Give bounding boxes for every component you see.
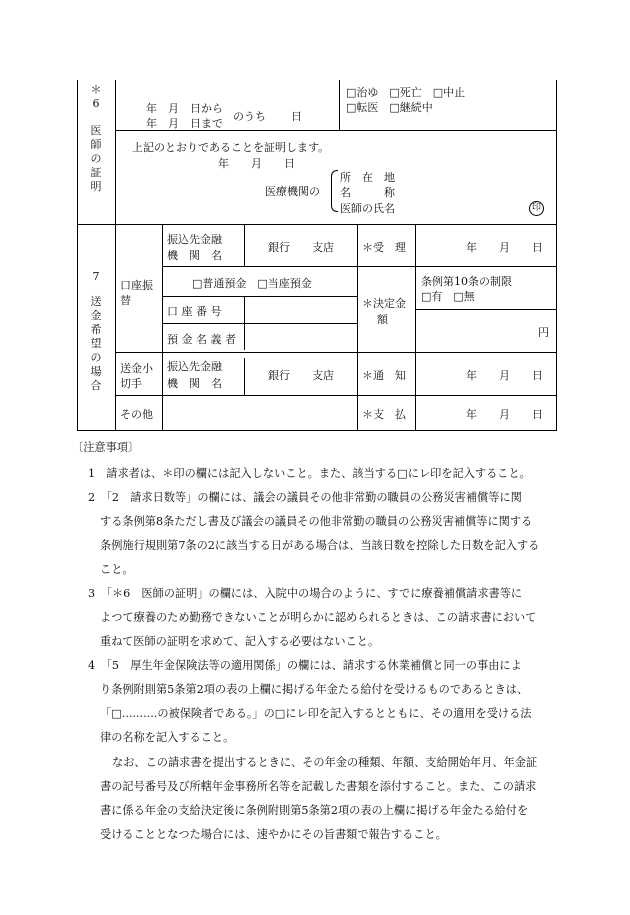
account-type-checkboxes[interactable]: □普通預金 □当座預金 [192,277,312,290]
section-7-char: 場 [90,365,102,378]
received-date[interactable]: 年 月 日 [466,241,543,254]
note-line: 書に係る年金の支給決定後に条例附則第5条第2項の表の上欄に掲げる年金たる給付を [100,804,529,817]
section-7-number: 7 [92,270,100,283]
certify-date[interactable]: 年 月 日 [218,157,295,170]
note-line: り条例附則第5条第2項の表の上欄に掲げる年金たる給付を受けるものであるときは、 [100,683,529,696]
note-line: 2 「2 請求日数等」の欄には、議会の議員その他非常勤の職員の公務災害補償等に関 [88,491,522,504]
note-line: 「□..........の被保険者である。」の□にレ印を記入するとともに、その適用を受ける法 [100,707,532,720]
note-line: 3 「＊6 医師の証明」の欄には、入院中の場合のように、すでに療養補償請求書等に [88,587,523,600]
account-transfer-label-2: 替 [120,294,131,307]
money-order-label-2: 切手 [120,377,142,390]
account-number-label: 口 座 番 号 [167,305,222,318]
bank2-label-1: 振込先金融 [167,360,222,373]
seal-icon: 印 [529,201,544,216]
decided-amount-label-2: 額 [377,313,388,326]
account-transfer-label: 口座振 [120,279,153,292]
other-label: その他 [120,408,153,421]
section-6-char: の [90,152,102,165]
limit-checkboxes[interactable]: □有 □無 [421,290,475,303]
section-7-char: 望 [90,337,102,350]
payment-date[interactable]: 年 月 日 [466,408,543,421]
name-label: 名 称 [340,186,395,199]
note-line: 4 「5 厚生年金保険法等の適用関係」の欄には、請求する休業補償と同一の事由によ [88,659,522,672]
within-label: のうち [233,110,266,123]
note-line: こと。 [100,563,134,576]
outcome-checkboxes-2[interactable]: □転医 □継続中 [346,101,433,114]
certify-text: 上記のとおりであることを証明します。 [132,141,330,154]
decided-amount-label: ＊決定金 [362,297,406,310]
bank-label-1: 振込先金融 [167,233,222,246]
outcome-checkboxes-1[interactable]: □治ゆ □死亡 □中止 [346,86,466,99]
notes-title: 〔注意事項〕 [72,441,140,454]
notify-date[interactable]: 年 月 日 [466,369,543,382]
note-line: なお、この請求書を提出するときに、その年金の種類、年額、支給開始年月、年金証 [112,756,538,769]
doctor-name-label: 医師の氏名 [340,202,395,215]
section-6-char: 師 [90,138,102,151]
bracket-icon [331,170,338,212]
account-holder-label: 預 金 名 義 者 [167,333,236,346]
section-6-char: 証 [90,166,102,179]
section-7-char: 送 [90,295,102,308]
payment-label: ＊支 払 [362,408,406,421]
section-7-char: 合 [90,379,102,392]
bank-value[interactable]: 銀行 支店 [268,241,334,254]
section-6-number: 6 [92,97,100,110]
institution-label: 医療機関の [265,185,320,198]
received-label: ＊受 理 [362,241,406,254]
yen-unit: 円 [538,326,549,339]
section-7-char: の [90,351,102,364]
note-line: 受けることとなつた場合には、速やかにその旨書類で報告すること。 [100,828,447,841]
note-line: 条例施行規則第7条の2に該当する日がある場合は、当該日数を控除した日数を記入する [100,539,540,552]
limit-label: 条例第10条の制限 [421,275,512,288]
section-6-char: 医 [90,124,102,137]
section-6-mark: ＊ [90,83,102,96]
date-to[interactable]: 年 月 日まで [146,117,223,130]
days-unit: 日 [291,110,302,123]
address-label: 所 在 地 [340,171,395,184]
note-line: する条例第8条ただし書及び議会の議員その他非常勤の職員の公務災害補償等に関する [100,515,533,528]
bank2-value[interactable]: 銀行 支店 [268,369,334,382]
note-line: 律の名称を記入すること。 [100,731,235,744]
note-line: よつて療養のため勤務できないことが明らかに認められるときは、この請求書において [100,611,537,624]
note-line: 書の記号番号及び所轄年金事務所名等を記載した書類を添付すること。また、この請求 [100,780,537,793]
section-6-char: 明 [90,180,102,193]
section-7-char: 希 [90,323,102,336]
money-order-label: 送金小 [120,362,153,375]
notify-label: ＊通 知 [362,369,406,382]
note-line: 1 請求者は、＊印の欄には記入しないこと。また、該当する□にレ印を記入すること。 [88,467,531,480]
date-from[interactable]: 年 月 日から [146,102,223,115]
section-7-char: 金 [90,309,102,322]
bank-label-2: 機 関 名 [167,249,222,262]
note-line: 重ねて医師の証明を求めて、記入する必要はないこと。 [100,635,380,648]
bank2-label-2: 機 関 名 [167,377,222,390]
